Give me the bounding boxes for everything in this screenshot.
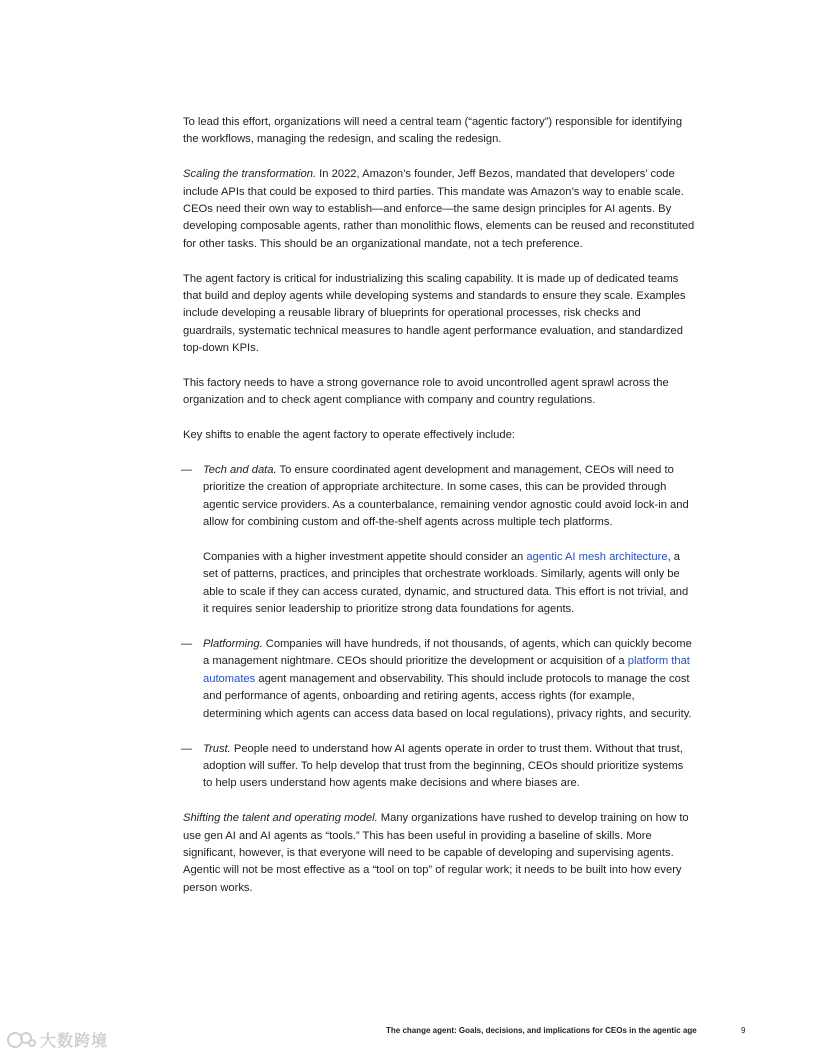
list-item-text: , a set of patterns, practices, and principles that orchestrate workloads. Similarly, agents will only be able to scale if they can access curated, dynamic, and structured data. This effort is not trivial, and it requires senior leadership to prioritize strong data foundations for agents. — [203, 551, 689, 616]
list-item-paragraph — [203, 549, 695, 619]
platform-that-automates-link[interactable]: platform that automates — [203, 655, 690, 685]
list-item-text: Companies will have hundreds, if not thousands, of agents, which can quickly become a management nightmare. CEOs should prioritize the development or acquisition of a — [203, 638, 692, 668]
page-number: 9 — [741, 1026, 746, 1035]
list-item-paragraph — [203, 636, 695, 723]
article-body — [183, 114, 695, 915]
list-item-lead: Tech and data. — [203, 464, 277, 477]
list-item-lead: Platforming. — [203, 638, 263, 651]
list-item-text: Companies with a higher investment appetite should consider an — [203, 551, 527, 564]
watermark-text: 大数跨境 — [40, 1033, 109, 1050]
agentic-ai-mesh-link[interactable]: agentic AI mesh architecture — [526, 551, 668, 564]
list-item-text: agent management and observability. This should include protocols to manage the cost and performance of agents, onboarding and retiring agents, access rights (for example, determining which agents can access data based on local regulations), privacy rights, and security. — [203, 672, 692, 720]
list-item-tech-and-data — [183, 462, 695, 619]
watermark-logo-icon — [6, 1031, 36, 1049]
dash-bullet: — — [181, 464, 193, 477]
paragraph-agentic-factory: To lead this effort, organizations will need a central team (“agentic factory”) responsible for identifying the workflows, managing the redesign, and scaling the redesign. — [183, 116, 683, 146]
list-item-lead: Trust. — [203, 742, 231, 755]
paragraph-lead: Scaling the transformation. — [183, 168, 317, 181]
paragraph-scaling-transformation — [183, 166, 695, 253]
paragraph-text: In 2022, Amazon’s founder, Jeff Bezos, mandated that developers’ code include APIs that could be exposed to third parties. This mandate was Amazon’s way to enable scale. CEOs need their own way to establish—and enforce—the same design principles for AI agents. By developing composable agents, rather than monolithic flows, elements can be reused and reconstituted for other tasks. This should be an organizational mandate, not a tech preference. — [183, 168, 695, 250]
footer-title: The change agent: Goals, decisions, and implications for CEOs in the agentic age — [386, 1026, 697, 1035]
list-item-paragraph — [203, 741, 695, 793]
paragraph-governance: This factory needs to have a strong governance role to avoid uncontrolled agent sprawl across the organization and to check agent compliance with company and country regulations. — [183, 377, 669, 407]
list-item-trust — [183, 741, 695, 793]
list-item-paragraph — [203, 462, 695, 532]
paragraph-key-shifts-intro: Key shifts to enable the agent factory to operate effectively include: — [183, 429, 515, 442]
list-item-text: To ensure coordinated agent development and management, CEOs will need to prioritize the creation of appropriate architecture. In some cases, this can be provided through agentic service providers. As a counterbalance, remaining vendor agnostic could avoid lock-in and allow for combining custom and off-the-shelf agents across multiple tech platforms. — [203, 464, 689, 529]
dash-bullet: — — [181, 742, 193, 755]
paragraph-lead: Shifting the talent and operating model. — [183, 812, 378, 825]
paragraph-text: Many organizations have rushed to develop training on how to use gen AI and AI agents as “tools.” This has been useful in providing a baseline of skills. More significant, however, is that everyone will need to be capable of developing and supervising agents. Agentic will not be most effective as a “tool on top” of regular work; it needs to be built into how every person works. — [183, 812, 689, 894]
dash-bullet: — — [181, 638, 193, 651]
watermark — [6, 1028, 108, 1051]
list-item-platforming — [183, 636, 695, 723]
list-item-text: People need to understand how AI agents operate in order to trust them. Without that trust, adoption will suffer. To help develop that trust from the beginning, CEOs should prioritize systems to help users understand how agents make decisions and where biases are. — [203, 742, 684, 790]
key-shifts-list — [183, 462, 695, 793]
paragraph-talent-operating-model — [183, 810, 695, 897]
paragraph-agent-factory: The agent factory is critical for industrializing this scaling capability. It is made up of dedicated teams that build and deploy agents while developing systems and standards to ensure they scale. Examples include developing a reusable library of blueprints for operational processes, risk checks and guardrails, systematic technical measures to handle agent performance evaluation, and standardized top-down KPIs. — [183, 272, 686, 355]
